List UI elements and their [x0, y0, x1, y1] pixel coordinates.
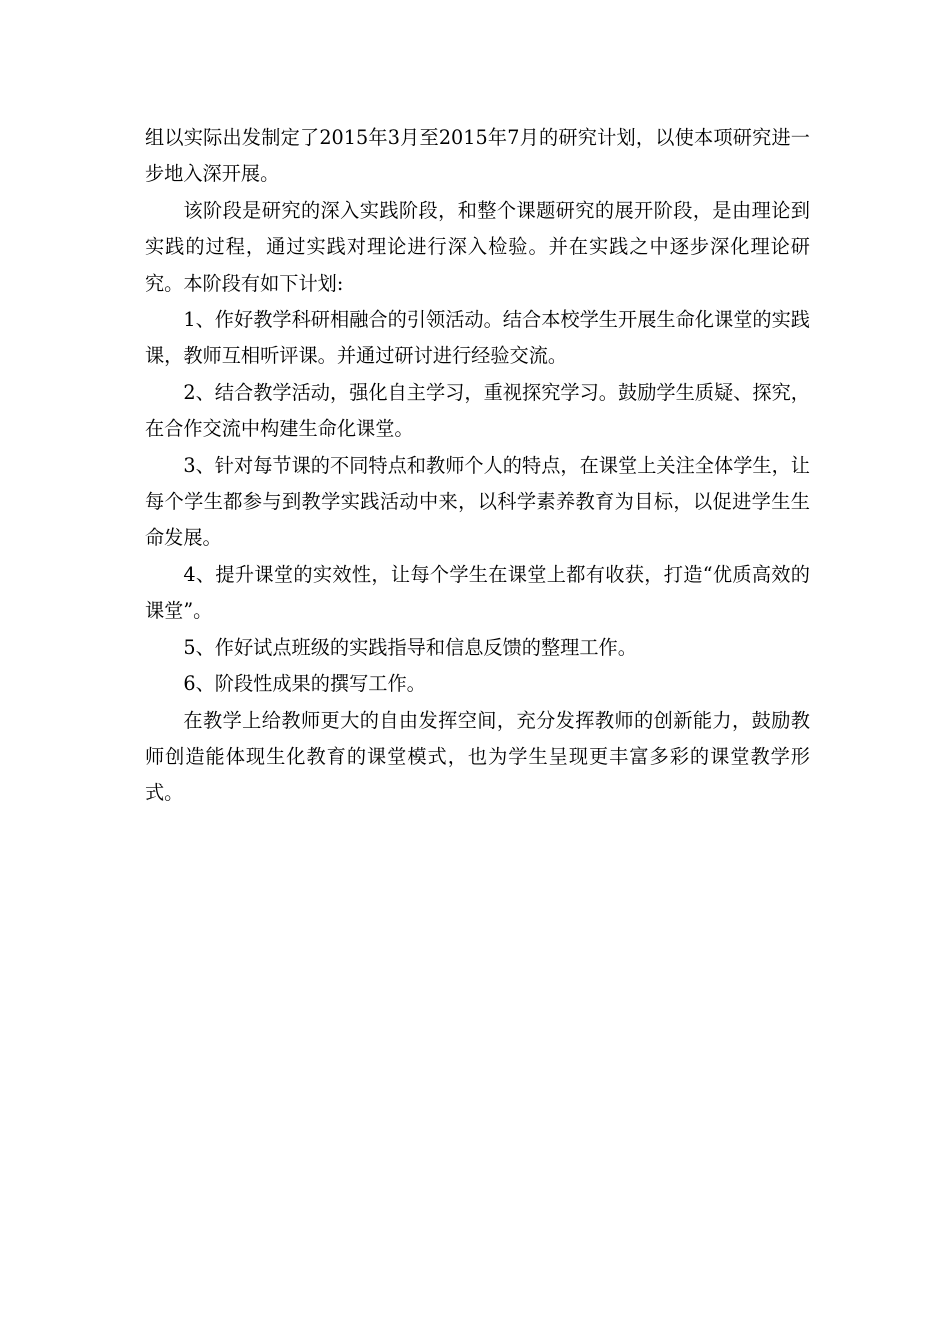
plan-item-5: 5、作好试点班级的实践指导和信息反馈的整理工作。 — [183, 635, 637, 659]
paragraph-continuation: 组以实际出发制定了2015年3月至2015年7月的研究计划，以使本项研究进一步地入深开展。 — [145, 126, 810, 186]
plan-item-3: 3、针对每节课的不同特点和教师个人的特点，在课堂上关注全体学生，让每个学生都参与到教学实践活动中来，以科学素养教育为目标，以促进学生生命发展。 — [145, 453, 810, 550]
document-body — [145, 120, 810, 812]
plan-item-2: 2、结合教学活动，强化自主学习，重视探究学习。鼓励学生质疑、探究，在合作交流中构建生命化课堂。 — [145, 380, 810, 441]
plan-item-1: 1、作好教学科研相融合的引领活动。结合本校学生开展生命化课堂的实践课，教师互相听评课。并通过研讨进行经验交流。 — [145, 308, 810, 368]
paragraph-closing: 在教学上给教师更大的自由发挥空间，充分发挥教师的创新能力，鼓励教师创造能体现生化教育的课堂模式，也为学生呈现更丰富多彩的课堂教学形式。 — [145, 708, 810, 805]
plan-item-4: 4、提升课堂的实效性，让每个学生在课堂上都有收获，打造“优质高效的课堂”。 — [145, 562, 810, 623]
plan-item-6: 6、阶段性成果的撰写工作。 — [183, 672, 426, 696]
paragraph-stage-description: 该阶段是研究的深入实践阶段，和整个课题研究的展开阶段，是由理论到实践的过程，通过实践对理论进行深入检验。并在实践之中逐步深化理论研究。本阶段有如下计划: — [145, 198, 810, 295]
